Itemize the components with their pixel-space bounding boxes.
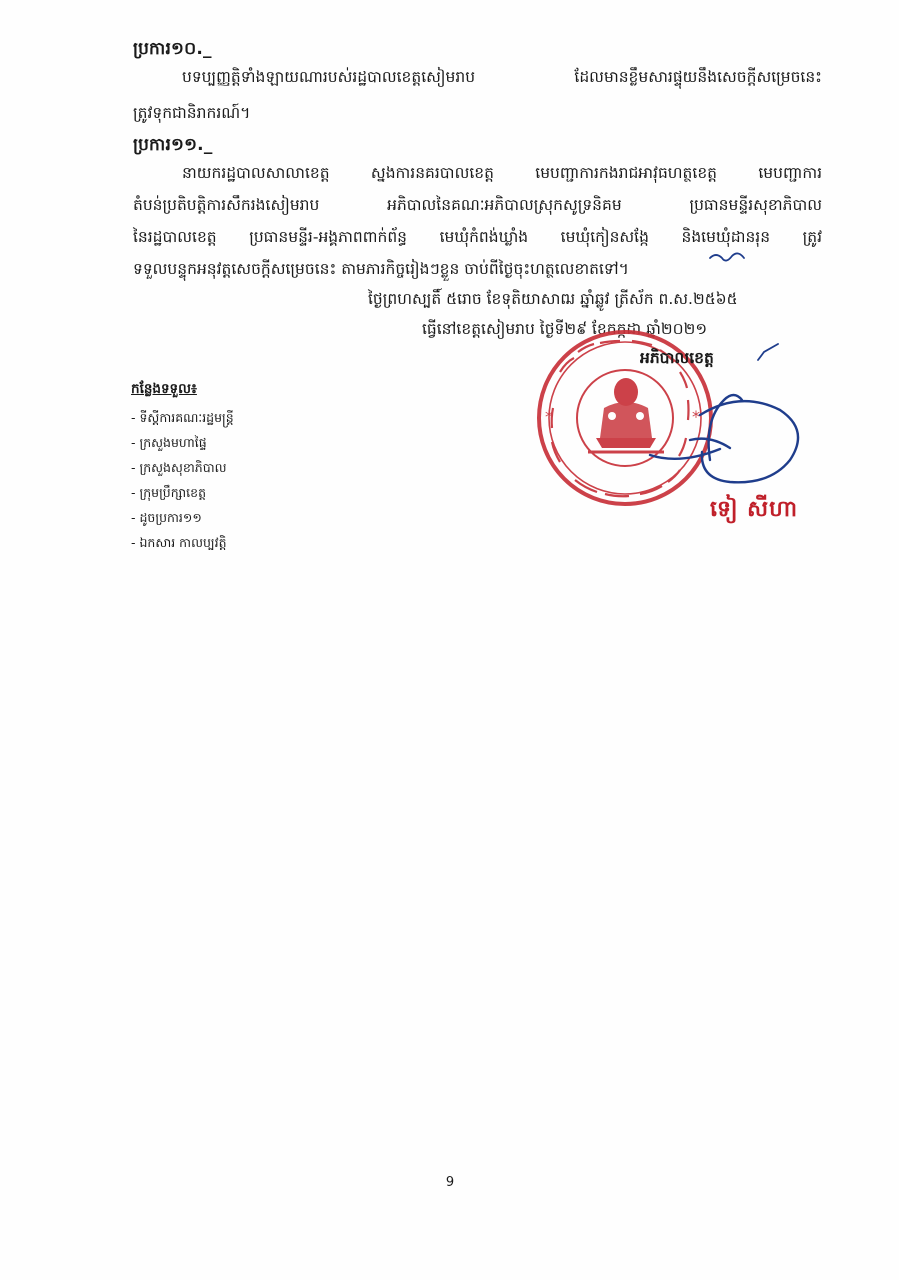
recipient-item: - ក្រសួងសុខាភិបាល xyxy=(131,460,227,475)
page-number: 9 xyxy=(445,1175,455,1190)
article-10-line-2: ត្រូវទុកជានិរាករណ៍។ xyxy=(133,104,251,122)
article-11-line-2: តំបន់ប្រតិបត្តិការសឹករងសៀមរាប អភិបាលនៃគណៈអភិបាលស្រុកសូទ្រនិគម ប្រធានមន្ទីរសុខាភិបាល xyxy=(133,196,822,214)
article-11-line-1: នាយករដ្ឋបាលសាលាខេត្ត ស្នងការនគរបាលខេត្ត មេបញ្ជាការកងរាជអាវុធហត្ថខេត្ត មេបញ្ជាការ xyxy=(182,164,822,182)
recipient-item: - ដូចប្រការ១១ xyxy=(131,510,202,525)
svg-text:*: * xyxy=(545,407,553,426)
article-10-line-1: បទប្បញ្ញត្តិទាំងឡាយណារបស់រដ្ឋបាលខេត្តសៀមរាប ដែលមានខ្លឹមសារផ្ទុយនឹងសេចក្ដីសម្រេចនេះ xyxy=(182,68,822,86)
recipients-title: កន្លែងទទួល៖ xyxy=(131,381,197,397)
signer-name: ទៀ សីហា xyxy=(710,497,799,522)
recipient-item: - ទីស្ដីការគណៈរដ្ឋមន្ត្រី xyxy=(131,410,234,425)
recipient-item: - ឯកសារ កាលប្បវត្តិ xyxy=(131,535,227,550)
signer-title: អភិបាលខេត្ត xyxy=(640,349,714,367)
article-10-heading: ប្រការ១០._ xyxy=(133,39,212,59)
recipient-item: - ក្រសួងមហាផ្ទៃ xyxy=(131,435,207,450)
article-11-line-4: ទទួលបន្ទុកអនុវត្តសេចក្ដីសម្រេចនេះ តាមភារកិច្ចរៀងៗខ្លួន ចាប់ពីថ្ងៃចុះហត្ថលេខាតទៅ។ xyxy=(133,260,629,278)
article-11-heading: ប្រការ១១._ xyxy=(133,135,213,155)
date-place: ធ្វើនៅខេត្តសៀមរាប ថ្ងៃទី២៩ ខែកក្កដា ឆ្នាំ២០២១ xyxy=(422,320,708,338)
svg-text:*: * xyxy=(692,407,700,426)
recipient-item: - ក្រុមប្រឹក្សាខេត្ត xyxy=(131,485,207,500)
article-11-line-3: នៃរដ្ឋបាលខេត្ត ប្រធានមន្ទីរ-អង្គភាពពាក់ព័ន្ធ មេឃុំកំពង់ឃ្លាំង មេឃុំកៀនសង្កែ និងមេឃុំដានរុន ត្រូវ xyxy=(133,228,822,246)
date-lunar: ថ្ងៃព្រហស្បតិ៍ ៥រោច ខែទុតិយាសាឍ ឆ្នាំឆ្លូវ ត្រីស័ក ព.ស.២៥៦៥ xyxy=(368,290,738,308)
